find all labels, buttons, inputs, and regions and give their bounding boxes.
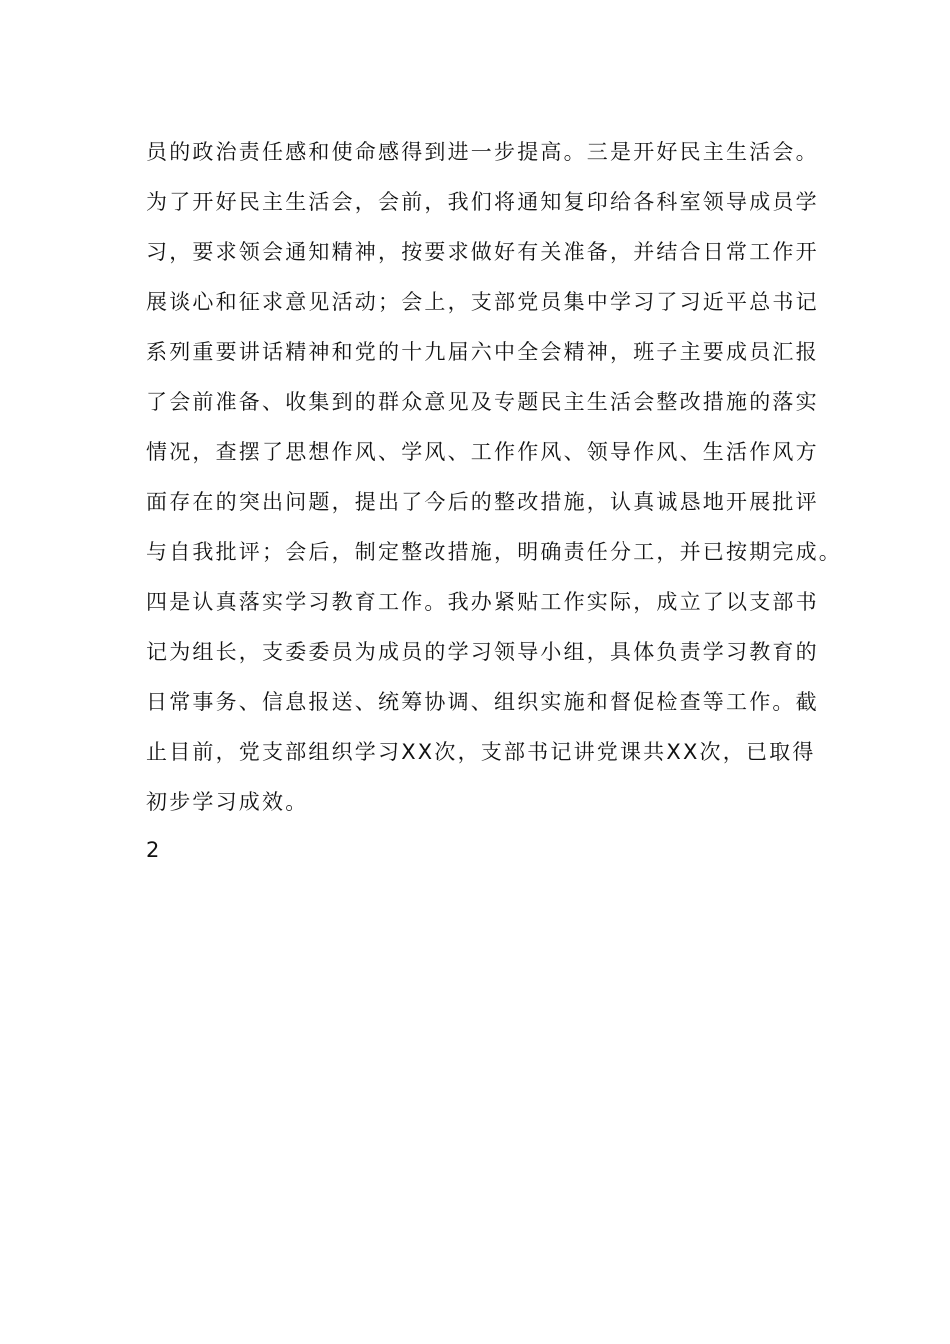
text-line: 情况，查摆了思想作风、学风、工作作风、领导作风、生活作风方 — [146, 440, 819, 464]
text-line: 习，要求领会通知精神，按要求做好有关准备，并结合日常工作开 — [146, 240, 819, 264]
text-line: 止目前，党支部组织学习XX次，支部书记讲党课共XX次，已取得 — [146, 740, 816, 764]
text-line: 展谈心和征求意见活动；会上，支部党员集中学习了习近平总书记 — [146, 290, 819, 314]
text-line: 了会前准备、收集到的群众意见及专题民主生活会整改措施的落实 — [146, 390, 819, 414]
text-line: 与自我批评；会后，制定整改措施，明确责任分工，并已按期完成。 — [146, 540, 842, 564]
text-line: 面存在的突出问题，提出了今后的整改措施，认真诚恳地开展批评 — [146, 490, 819, 514]
text-line: 四是认真落实学习教育工作。我办紧贴工作实际，成立了以支部书 — [146, 590, 819, 614]
text-line: 员的政治责任感和使命感得到进一步提高。三是开好民主生活会。 — [146, 140, 819, 164]
text-line: 系列重要讲话精神和党的十九届六中全会精神，班子主要成员汇报 — [146, 340, 819, 364]
text-line: 记为组长，支委委员为成员的学习领导小组，具体负责学习教育的 — [146, 640, 819, 664]
text-line: 日常事务、信息报送、统筹协调、组织实施和督促检查等工作。截 — [146, 690, 819, 714]
page-number: 2 — [146, 838, 160, 862]
body-paragraph — [146, 132, 846, 832]
text-line: 为了开好民主生活会，会前，我们将通知复印给各科室领导成员学 — [146, 190, 819, 214]
text-line: 初步学习成效。 — [146, 790, 309, 814]
